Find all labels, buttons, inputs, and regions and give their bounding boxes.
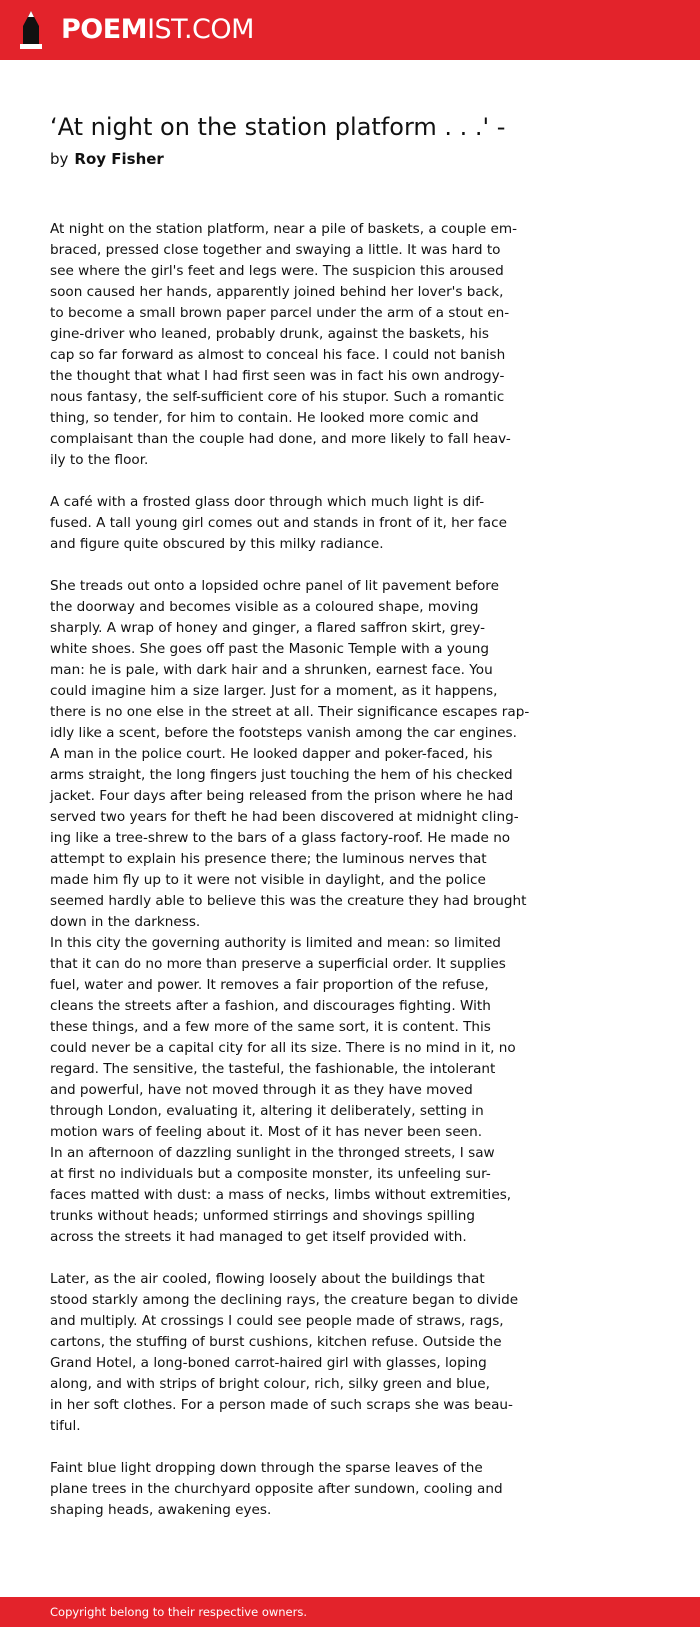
poem-line: these things, and a few more of the same sort, it is content. This — [50, 1019, 491, 1035]
copyright-text: Copyright belong to their respective owners. — [50, 1605, 308, 1619]
poem-line: jacket. Four days after being released from the prison where he had — [50, 788, 514, 804]
poem-line: and multiply. At crossings I could see people made of straws, rags, — [50, 1313, 504, 1329]
stanza — [50, 576, 530, 744]
poem-line: Later, as the air cooled, flowing loosely about the buildings that — [50, 1271, 485, 1287]
stanza — [50, 492, 530, 555]
poem-line: complaisant than the couple had done, and more likely to fall heav- — [50, 431, 511, 447]
poem-line: At night on the station platform, near a pile of baskets, a couple em- — [50, 221, 518, 237]
poem-line: arms straight, the long fingers just touching the hem of his checked — [50, 767, 513, 783]
poem-line: white shoes. She goes off past the Masonic Temple with a young — [50, 641, 489, 657]
poem-line: cartons, the stuffing of burst cushions, kitchen refuse. Outside the — [50, 1334, 502, 1350]
poem-line: A man in the police court. He looked dapper and poker-faced, his — [50, 746, 493, 762]
stanza — [50, 1143, 530, 1248]
poem-line: ily to the floor. — [50, 452, 149, 468]
poem-line: A café with a frosted glass door through which much light is dif- — [50, 494, 485, 510]
logo-bold-text: POEM — [61, 14, 148, 45]
logo-light-text: IST.COM — [147, 14, 254, 45]
poem-line: cleans the streets after a fashion, and discourages fighting. With — [50, 998, 491, 1014]
stanza — [50, 933, 530, 1143]
poem-line: across the streets it had managed to get itself provided with. — [50, 1229, 467, 1245]
poem-line: Faint blue light dropping down through the sparse leaves of the — [50, 1460, 483, 1476]
byline — [50, 148, 164, 170]
poem-line: there is no one else in the street at all. Their significance escapes rap- — [50, 704, 530, 720]
poem-line: cap so far forward as almost to conceal his face. I could not banish — [50, 347, 506, 363]
poem-line: fused. A tall young girl comes out and stands in front of it, her face — [50, 515, 507, 531]
poem-line: In this city the governing authority is limited and mean: so limited — [50, 935, 501, 951]
site-logo[interactable] — [61, 13, 254, 47]
poem-line: along, and with strips of bright colour, rich, silky green and blue, — [50, 1376, 490, 1392]
poem-line: regard. The sensitive, the tasteful, the fashionable, the intolerant — [50, 1061, 496, 1077]
poem-line: nous fantasy, the self-sufficient core of his stupor. Such a romantic — [50, 389, 505, 405]
poem-line: served two years for theft he had been discovered at midnight cling- — [50, 809, 519, 825]
poem-line: down in the darkness. — [50, 914, 201, 930]
poem-line: ing like a tree-shrew to the bars of a glass factory-roof. He made no — [50, 830, 511, 846]
poem-line: tiful. — [50, 1418, 81, 1434]
poem-line: Grand Hotel, a long-boned carrot-haired girl with glasses, loping — [50, 1355, 487, 1371]
poem-line: could never be a capital city for all its size. There is no mind in it, no — [50, 1040, 516, 1056]
poem-line: the thought that what I had first seen was in fact his own androgy- — [50, 368, 505, 384]
poem-line: man: he is pale, with dark hair and a shrunken, earnest face. You — [50, 662, 493, 678]
site-footer — [0, 1597, 700, 1627]
poem-line: thing, so tender, for him to contain. He looked more comic and — [50, 410, 479, 426]
poem-line: to become a small brown paper parcel under the arm of a stout en- — [50, 305, 510, 321]
poem-line: braced, pressed close together and swaying a little. It was hard to — [50, 242, 501, 258]
poem-line: the doorway and becomes visible as a coloured shape, moving — [50, 599, 479, 615]
poem-line: gine-driver who leaned, probably drunk, against the baskets, his — [50, 326, 489, 342]
poem-line: stood starkly among the declining rays, the creature began to divide — [50, 1292, 519, 1308]
poem-line: seemed hardly able to believe this was the creature they had brought — [50, 893, 527, 909]
poem-line: at first no individuals but a composite monster, its unfeeling sur- — [50, 1166, 491, 1182]
poem-line: that it can do no more than preserve a superficial order. It supplies — [50, 956, 506, 972]
stanza — [50, 219, 530, 471]
stanza — [50, 1458, 530, 1521]
poem-line: fuel, water and power. It removes a fair proportion of the refuse, — [50, 977, 489, 993]
poem-line: soon caused her hands, apparently joined behind her lover's back, — [50, 284, 504, 300]
poem-line: In an afternoon of dazzling sunlight in the thronged streets, I saw — [50, 1145, 495, 1161]
poem-line: in her soft clothes. For a person made of such scraps she was beau- — [50, 1397, 513, 1413]
poem-title: ‘At night on the station platform . . .' - — [50, 113, 506, 141]
poem-line: could imagine him a size larger. Just for a moment, as it happens, — [50, 683, 498, 699]
poem-line: She treads out onto a lopsided ochre panel of lit pavement before — [50, 578, 499, 594]
poem-line: faces matted with dust: a mass of necks, limbs without extremities, — [50, 1187, 512, 1203]
pencil-icon[interactable] — [18, 10, 44, 50]
poem-line: and powerful, have not moved through it as they have moved — [50, 1082, 473, 1098]
poem-line: plane trees in the churchyard opposite after sundown, cooling and — [50, 1481, 503, 1497]
poem-line: see where the girl's feet and legs were. The suspicion this aroused — [50, 263, 504, 279]
poem-line: motion wars of feeling about it. Most of it has never been seen. — [50, 1124, 483, 1140]
poem-line: made him fly up to it were not visible in daylight, and the police — [50, 872, 486, 888]
stanza — [50, 744, 530, 933]
poem-line: through London, evaluating it, altering it deliberately, setting in — [50, 1103, 484, 1119]
poem-line: attempt to explain his presence there; the luminous nerves that — [50, 851, 487, 867]
poem-line: trunks without heads; unformed stirrings and shovings spilling — [50, 1208, 476, 1224]
poem-line: shaping heads, awakening eyes. — [50, 1502, 272, 1518]
poem-line: idly like a scent, before the footsteps vanish among the car engines. — [50, 725, 517, 741]
author-name[interactable]: Roy Fisher — [74, 150, 164, 168]
site-header — [0, 0, 700, 60]
poem-line: sharply. A wrap of honey and ginger, a flared saffron skirt, grey- — [50, 620, 485, 636]
poem-line: and figure quite obscured by this milky radiance. — [50, 536, 384, 552]
stanza — [50, 1269, 530, 1437]
by-label: by — [50, 150, 69, 168]
poem-body — [50, 219, 530, 1521]
